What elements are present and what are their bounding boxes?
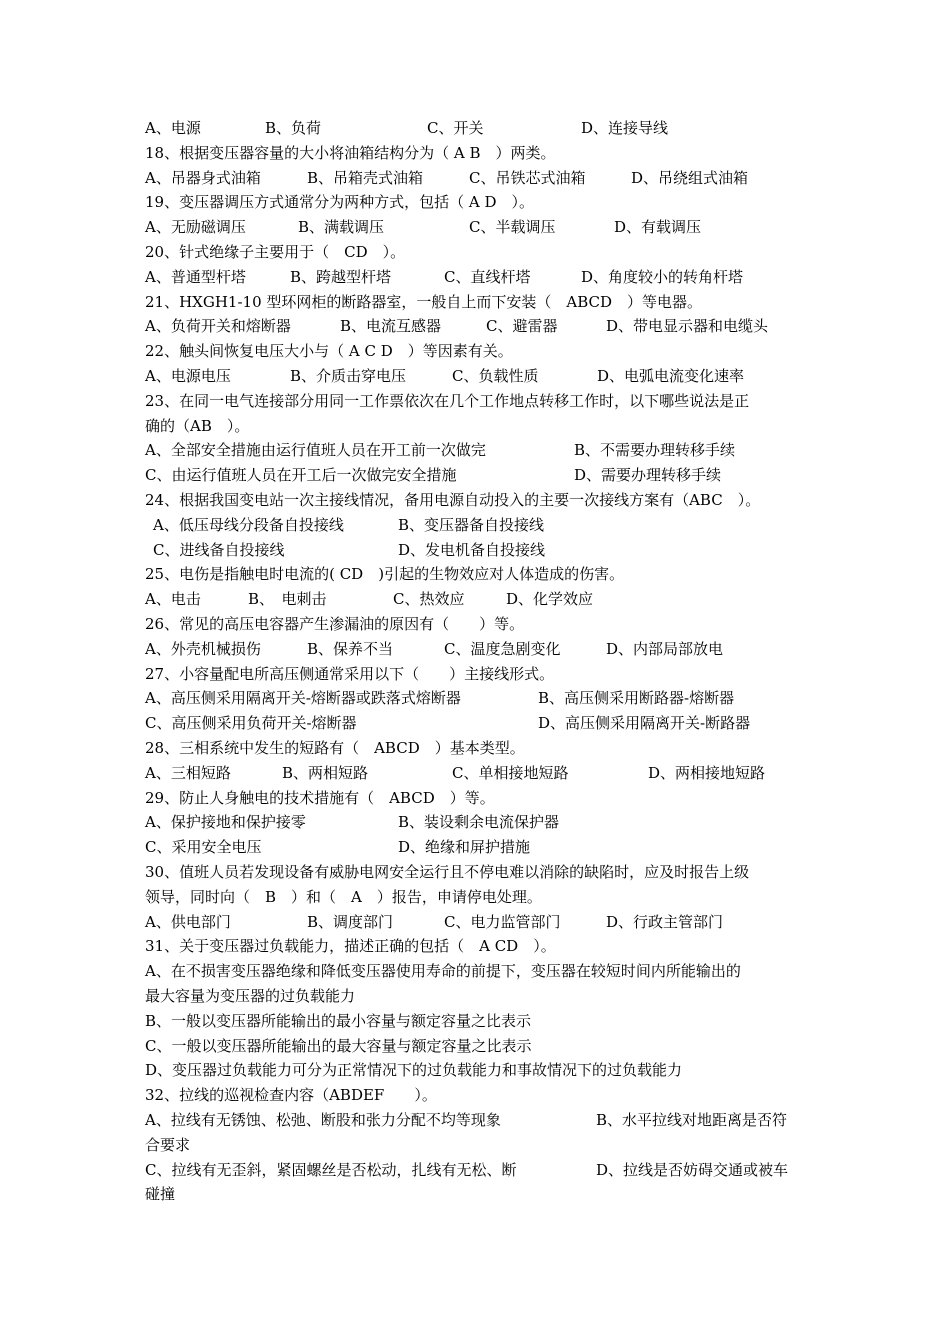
- option-text: C、热效应: [393, 590, 465, 609]
- line-text: 32、拉线的巡视检查内容（ABDEF ）。: [145, 1086, 437, 1105]
- line-text: 确的（AB ）。: [145, 416, 250, 435]
- option-text: C、负载性质: [452, 367, 539, 385]
- line-text: 19、变压器调压方式通常分为两种方式，包括（ A D ）。: [145, 193, 534, 212]
- line-text: 领导，同时向（ B ）和（ A ）报告，申请停电处理。: [145, 887, 542, 906]
- option-text: B、调度部门: [307, 912, 394, 931]
- q31-option-d: [0, 1060, 950, 1080]
- option-text: B、两相短路: [282, 763, 369, 782]
- option-text: A、电源电压: [145, 367, 231, 385]
- q21-question: [0, 292, 950, 312]
- line-text: 18、根据变压器容量的大小将油箱结构分为（ A B ）两类。: [145, 143, 556, 162]
- line-text: 合要求: [145, 1135, 191, 1154]
- option-text: A、拉线有无锈蚀、松弛、断股和张力分配不均等现象: [145, 1111, 501, 1129]
- option-text: C、单相接地短路: [452, 763, 569, 782]
- option-text: B、介质击穿电压: [290, 367, 407, 385]
- option-text: A、吊器身式油箱: [145, 168, 261, 187]
- q20-options: [0, 267, 950, 287]
- q30-question-line1: [0, 862, 950, 882]
- option-text: B、满载调压: [298, 218, 385, 237]
- option-text: C、开关: [427, 119, 484, 137]
- q30-question-line2: [0, 887, 950, 907]
- q24-options-row2: [0, 540, 950, 560]
- q32-options-row1-wrap: [0, 1135, 950, 1155]
- option-text: C、拉线有无歪斜，紧固螺丝是否松动，扎线有无松、断: [145, 1160, 517, 1179]
- option-text: A、普通型杆塔: [145, 267, 246, 286]
- q32-options-row2: [0, 1160, 950, 1180]
- option-text: C、高压侧采用负荷开关-熔断器: [145, 714, 357, 733]
- option-text: C、进线备自投接线: [153, 540, 285, 559]
- q31-question: [0, 936, 950, 956]
- option-text: D、高压侧采用隔离开关-断路器: [538, 714, 751, 733]
- q31-option-b: [0, 1011, 950, 1031]
- option-text: B、 电刺击: [248, 590, 327, 609]
- q31-option-a-line1: [0, 961, 950, 981]
- option-text: A、无励磁调压: [145, 218, 246, 237]
- q27-options-row2: [0, 713, 950, 733]
- line-text: 30、值班人员若发现设备有威胁电网安全运行且不停电难以消除的缺陷时，应及时报告上级: [145, 863, 750, 881]
- option-text: C、由运行值班人员在开工后一次做完安全措施: [145, 466, 457, 485]
- q18-question: [0, 143, 950, 163]
- option-text: D、绝缘和屏护措施: [398, 838, 531, 857]
- option-text: D、角度较小的转角杆塔: [581, 267, 744, 286]
- q26-options: [0, 639, 950, 659]
- q19-options: [0, 217, 950, 237]
- option-text: B、负荷: [265, 119, 322, 137]
- option-text: D、连接导线: [581, 119, 669, 137]
- option-text: B、装设剩余电流保护器: [398, 813, 560, 832]
- option-text: B、高压侧采用断路器-熔断器: [538, 689, 735, 708]
- q23-question-line1: [0, 391, 950, 411]
- line-text: C、一般以变压器所能输出的最大容量与额定容量之比表示: [145, 1036, 532, 1055]
- line-text: B、一般以变压器所能输出的最小容量与额定容量之比表示: [145, 1011, 532, 1030]
- q22-options: [0, 366, 950, 386]
- line-text: 22、触头间恢复电压大小与（ A C D ）等因素有关。: [145, 342, 513, 361]
- option-text: B、不需要办理转移手续: [574, 441, 736, 460]
- q21-options: [0, 316, 950, 336]
- q25-question: [0, 564, 950, 584]
- option-text: B、保养不当: [307, 639, 394, 658]
- option-text: A、高压侧采用隔离开关-熔断器或跌落式熔断器: [145, 689, 461, 708]
- option-text: A、电击: [145, 590, 201, 609]
- line-text: 21、HXGH1-10 型环网柜的断路器室，一般自上而下安装（ ABCD ）等电器。: [145, 292, 703, 311]
- q29-question: [0, 788, 950, 808]
- q32-options-row2-wrap: [0, 1184, 950, 1204]
- q30-options: [0, 912, 950, 932]
- option-text: C、避雷器: [486, 317, 558, 336]
- option-text: D、拉线是否妨碍交通或被车: [596, 1160, 789, 1179]
- option-text: A、外壳机械损伤: [145, 639, 261, 658]
- option-text: D、行政主管部门: [606, 912, 724, 931]
- option-text: C、半载调压: [469, 218, 556, 237]
- option-text: D、需要办理转移手续: [574, 466, 722, 485]
- line-text: 29、防止人身触电的技术措施有（ ABCD ）等。: [145, 788, 495, 807]
- line-text: 碰撞: [145, 1185, 176, 1204]
- q31-option-c: [0, 1036, 950, 1056]
- q32-options-row1: [0, 1110, 950, 1130]
- line-text: 26、常见的高压电容器产生渗漏油的原因有（ ）等。: [145, 615, 525, 633]
- q22-question: [0, 341, 950, 361]
- line-text: 27、小容量配电所高压侧通常采用以下（ ）主接线形式。: [145, 664, 555, 683]
- option-text: D、内部局部放电: [606, 639, 724, 658]
- q26-question: [0, 614, 950, 634]
- q23-question-line2: [0, 416, 950, 436]
- option-text: C、直线杆塔: [444, 267, 531, 286]
- option-text: D、电弧电流变化速率: [597, 367, 745, 385]
- q19-question: [0, 192, 950, 212]
- line-text: A、在不损害变压器绝缘和降低变压器使用寿命的前提下，变压器在较短时间内所能输出的: [145, 962, 741, 981]
- option-text: A、全部安全措施由运行值班人员在开工前一次做完: [145, 441, 486, 460]
- q17-options: [0, 118, 950, 138]
- line-text: 20、针式绝缘子主要用于（ CD ）。: [145, 243, 406, 261]
- q23-options-row1: [0, 440, 950, 460]
- option-text: D、发电机备自投接线: [398, 540, 546, 559]
- option-text: B、水平拉线对地距离是否符: [596, 1111, 788, 1129]
- option-text: A、电源: [145, 119, 201, 137]
- option-text: C、采用安全电压: [145, 838, 262, 857]
- option-text: A、负荷开关和熔断器: [145, 317, 291, 336]
- q32-question: [0, 1085, 950, 1105]
- option-text: B、电流互感器: [340, 317, 442, 336]
- q20-question: [0, 242, 950, 262]
- option-text: B、变压器备自投接线: [398, 515, 545, 534]
- line-text: 31、关于变压器过负载能力，描述正确的包括（ A CD ）。: [145, 937, 556, 956]
- q24-question: [0, 490, 950, 510]
- q24-options-row1: [0, 515, 950, 535]
- line-text: 25、电伤是指触电时电流的( CD )引起的生物效应对人体造成的伤害。: [145, 565, 625, 584]
- option-text: C、吊铁芯式油箱: [469, 168, 586, 187]
- option-text: D、带电显示器和电缆头: [606, 317, 769, 336]
- q29-options-row2: [0, 837, 950, 857]
- line-text: D、变压器过负载能力可分为正常情况下的过负载能力和事故情况下的过负载能力: [145, 1061, 683, 1080]
- option-text: A、保护接地和保护接零: [145, 813, 306, 832]
- q28-options: [0, 763, 950, 783]
- q28-question: [0, 738, 950, 758]
- q29-options-row1: [0, 812, 950, 832]
- option-text: D、吊绕组式油箱: [631, 168, 749, 187]
- option-text: B、吊箱壳式油箱: [307, 168, 424, 187]
- line-text: 28、三相系统中发生的短路有（ ABCD ）基本类型。: [145, 739, 525, 757]
- option-text: C、温度急剧变化: [444, 639, 561, 658]
- option-text: A、低压母线分段备自投接线: [153, 515, 344, 534]
- line-text: 24、根据我国变电站一次主接线情况，备用电源自动投入的主要一次接线方案有（ABC ）。: [145, 491, 761, 509]
- q27-options-row1: [0, 688, 950, 708]
- q23-options-row2: [0, 465, 950, 485]
- option-text: D、化学效应: [506, 590, 594, 609]
- line-text: 23、在同一电气连接部分用同一工作票依次在几个工作地点转移工作时，以下哪些说法是正: [145, 391, 750, 410]
- q25-options: [0, 589, 950, 609]
- option-text: B、跨越型杆塔: [290, 267, 392, 286]
- q31-option-a-line2: [0, 986, 950, 1006]
- option-text: C、电力监管部门: [444, 912, 561, 931]
- option-text: A、三相短路: [145, 763, 231, 782]
- q18-options: [0, 168, 950, 188]
- q27-question: [0, 664, 950, 684]
- option-text: D、两相接地短路: [648, 763, 766, 782]
- option-text: D、有载调压: [614, 218, 702, 237]
- line-text: 最大容量为变压器的过负载能力: [145, 987, 356, 1005]
- option-text: A、供电部门: [145, 912, 231, 931]
